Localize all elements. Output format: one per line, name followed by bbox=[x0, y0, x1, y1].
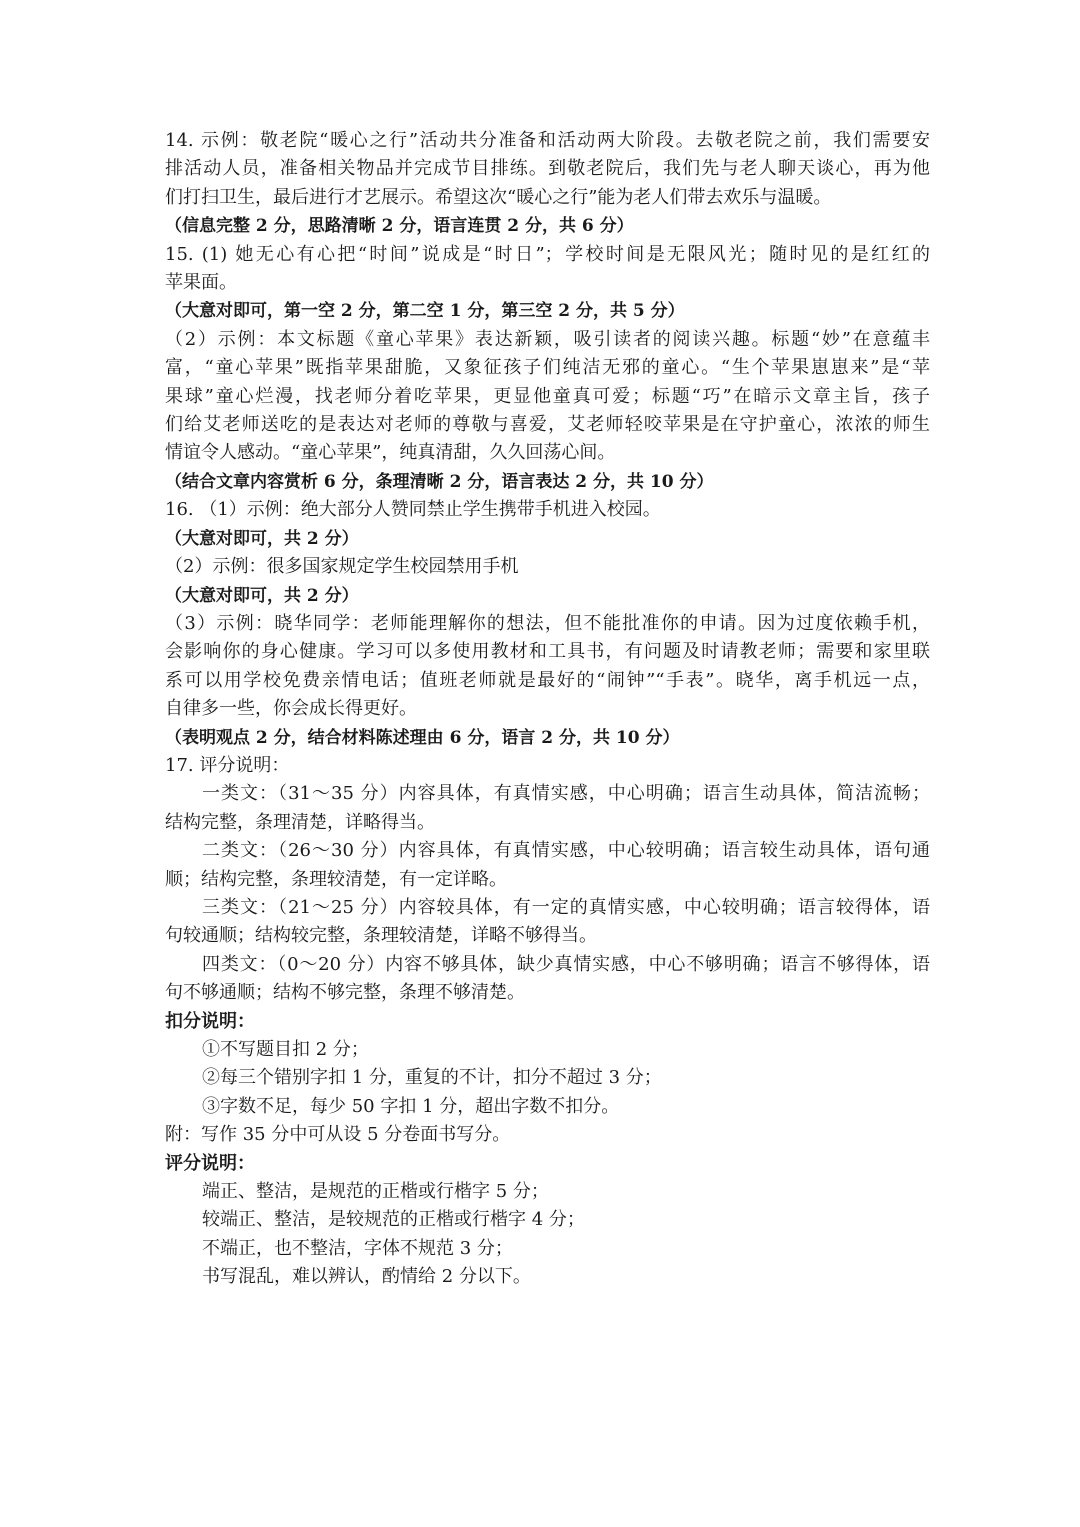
q16-answer bbox=[165, 496, 930, 752]
handwriting-section bbox=[165, 1150, 930, 1292]
grade-level-line: 四类文：（0～20 分）内容不够具体，缺少真情实感，中心不够明确；语言不够得体，语 bbox=[202, 953, 930, 975]
deduction-section bbox=[165, 1008, 930, 1150]
text-line: 苹果面。 bbox=[165, 272, 237, 294]
text-line: 们给艾老师送吃的是表达对老师的尊敬与喜爱，艾老师轻咬苹果是在守护童心，浓浓的师生 bbox=[165, 414, 930, 436]
handwriting-item: 书写混乱，难以辨认，酌情给 2 分以下。 bbox=[202, 1266, 531, 1288]
text-line: 会影响你的身心健康。学习可以多使用教材和工具书，有问题及时请教老师；需要和家里联 bbox=[165, 641, 930, 663]
deduction-item: ③字数不足，每少 50 字扣 1 分，超出字数不扣分。 bbox=[202, 1095, 620, 1117]
grade-level-line: 二类文：（26～30 分）内容具体，有真情实感，中心较明确；语言较生动具体，语句通 bbox=[202, 840, 930, 862]
text-line: （3）示例：晓华同学：老师能理解你的想法，但不能批准你的申请。因为过度依赖手机， bbox=[165, 612, 930, 634]
q15-1-scoring-note: （大意对即可，第一空 2 分，第二空 1 分，第三空 2 分，共 5 分） bbox=[165, 301, 685, 322]
handwriting-item: 较端正、整洁，是较规范的正楷或行楷字 4 分； bbox=[202, 1209, 585, 1231]
text-line: 自律多一些，你会成长得更好。 bbox=[165, 698, 417, 720]
handwriting-title: 评分说明： bbox=[165, 1152, 255, 1174]
q14-answer bbox=[165, 127, 930, 241]
grade-level-line: 结构完整，条理清楚，详略得当。 bbox=[165, 811, 435, 833]
deduction-title: 扣分说明： bbox=[165, 1010, 255, 1032]
text-line: 排活动人员，准备相关物品并完成节目排练。到敬老院后，我们先与老人聊天谈心，再为他 bbox=[165, 158, 930, 180]
grade-level-line: 句不够通顺；结构不够完整，条理不够清楚。 bbox=[165, 982, 525, 1004]
q17-title: 17. 评分说明： bbox=[165, 754, 290, 776]
grade-level-line: 一类文：（31～35 分）内容具体，有真情实感，中心明确；语言生动具体，简洁流畅； bbox=[202, 783, 930, 805]
q16-3-scoring-note: （表明观点 2 分，结合材料陈述理由 6 分，语言 2 分，共 10 分） bbox=[165, 727, 680, 748]
q15-2-answer bbox=[165, 326, 930, 496]
text-line: 14. 示例：敬老院“暖心之行”活动共分准备和活动两大阶段。去敬老院之前，我们需要安 bbox=[165, 130, 930, 151]
text-line: 果球”童心烂漫，找老师分着吃苹果，更显他童真可爱；标题“巧”在暗示文章主旨，孩子 bbox=[165, 385, 930, 407]
q16-2-scoring-note: （大意对即可，共 2 分） bbox=[165, 585, 359, 606]
text-line: 情谊令人感动。“童心苹果”，纯真清甜，久久回荡心间。 bbox=[165, 442, 616, 464]
deduction-item: ②每三个错别字扣 1 分，重复的不计，扣分不超过 3 分； bbox=[202, 1067, 662, 1089]
grade-level-line: 三类文：（21～25 分）内容较具体，有一定的真情实感，中心较明确；语言较得体，语 bbox=[202, 896, 930, 918]
text-line: （2）示例：本文标题《童心苹果》表达新颖，吸引读者的阅读兴趣。标题“妙”在意蕴丰 bbox=[165, 328, 930, 350]
q14-scoring-note: （信息完整 2 分，思路清晰 2 分，语言连贯 2 分，共 6 分） bbox=[165, 216, 634, 237]
text-line: 16. （1）示例：绝大部分人赞同禁止学生携带手机进入校园。 bbox=[165, 499, 661, 521]
handwriting-item: 端正、整洁，是规范的正楷或行楷字 5 分； bbox=[202, 1181, 549, 1203]
handwriting-item: 不端正，也不整洁，字体不规范 3 分； bbox=[202, 1237, 513, 1259]
grade-level-line: 顺；结构完整，条理较清楚，有一定详略。 bbox=[165, 868, 507, 890]
q17-grading bbox=[165, 752, 930, 1008]
q15-2-scoring-note: （结合文章内容赏析 6 分，条理清晰 2 分，语言表达 2 分，共 10 分） bbox=[165, 471, 714, 492]
q15-1-answer bbox=[165, 241, 930, 326]
appendix-note: 附：写作 35 分中可从设 5 分卷面书写分。 bbox=[165, 1124, 511, 1146]
text-line: 们打扫卫生，最后进行才艺展示。希望这次“暖心之行”能为老人们带去欢乐与温暖。 bbox=[165, 186, 832, 208]
deduction-item: ①不写题目扣 2 分； bbox=[202, 1039, 369, 1060]
text-line: （2）示例：很多国家规定学生校园禁用手机 bbox=[165, 556, 519, 578]
grade-level-line: 句较通顺；结构较完整，条理较清楚，详略不够得当。 bbox=[165, 925, 597, 947]
q16-1-scoring-note: （大意对即可，共 2 分） bbox=[165, 528, 359, 549]
text-line: 富，“童心苹果”既指苹果甜脆，又象征孩子们纯洁无邪的童心。“生个苹果崽崽来”是“苹 bbox=[165, 357, 930, 379]
text-line: 15. (1) 她无心有心把“时间”说成是“时日”；学校时间是无限风光；随时见的是红红的 bbox=[165, 243, 930, 265]
text-line: 系可以用学校免费亲情电话；值班老师就是最好的“闹钟”“手表”。晓华，离手机远一点， bbox=[165, 669, 930, 691]
